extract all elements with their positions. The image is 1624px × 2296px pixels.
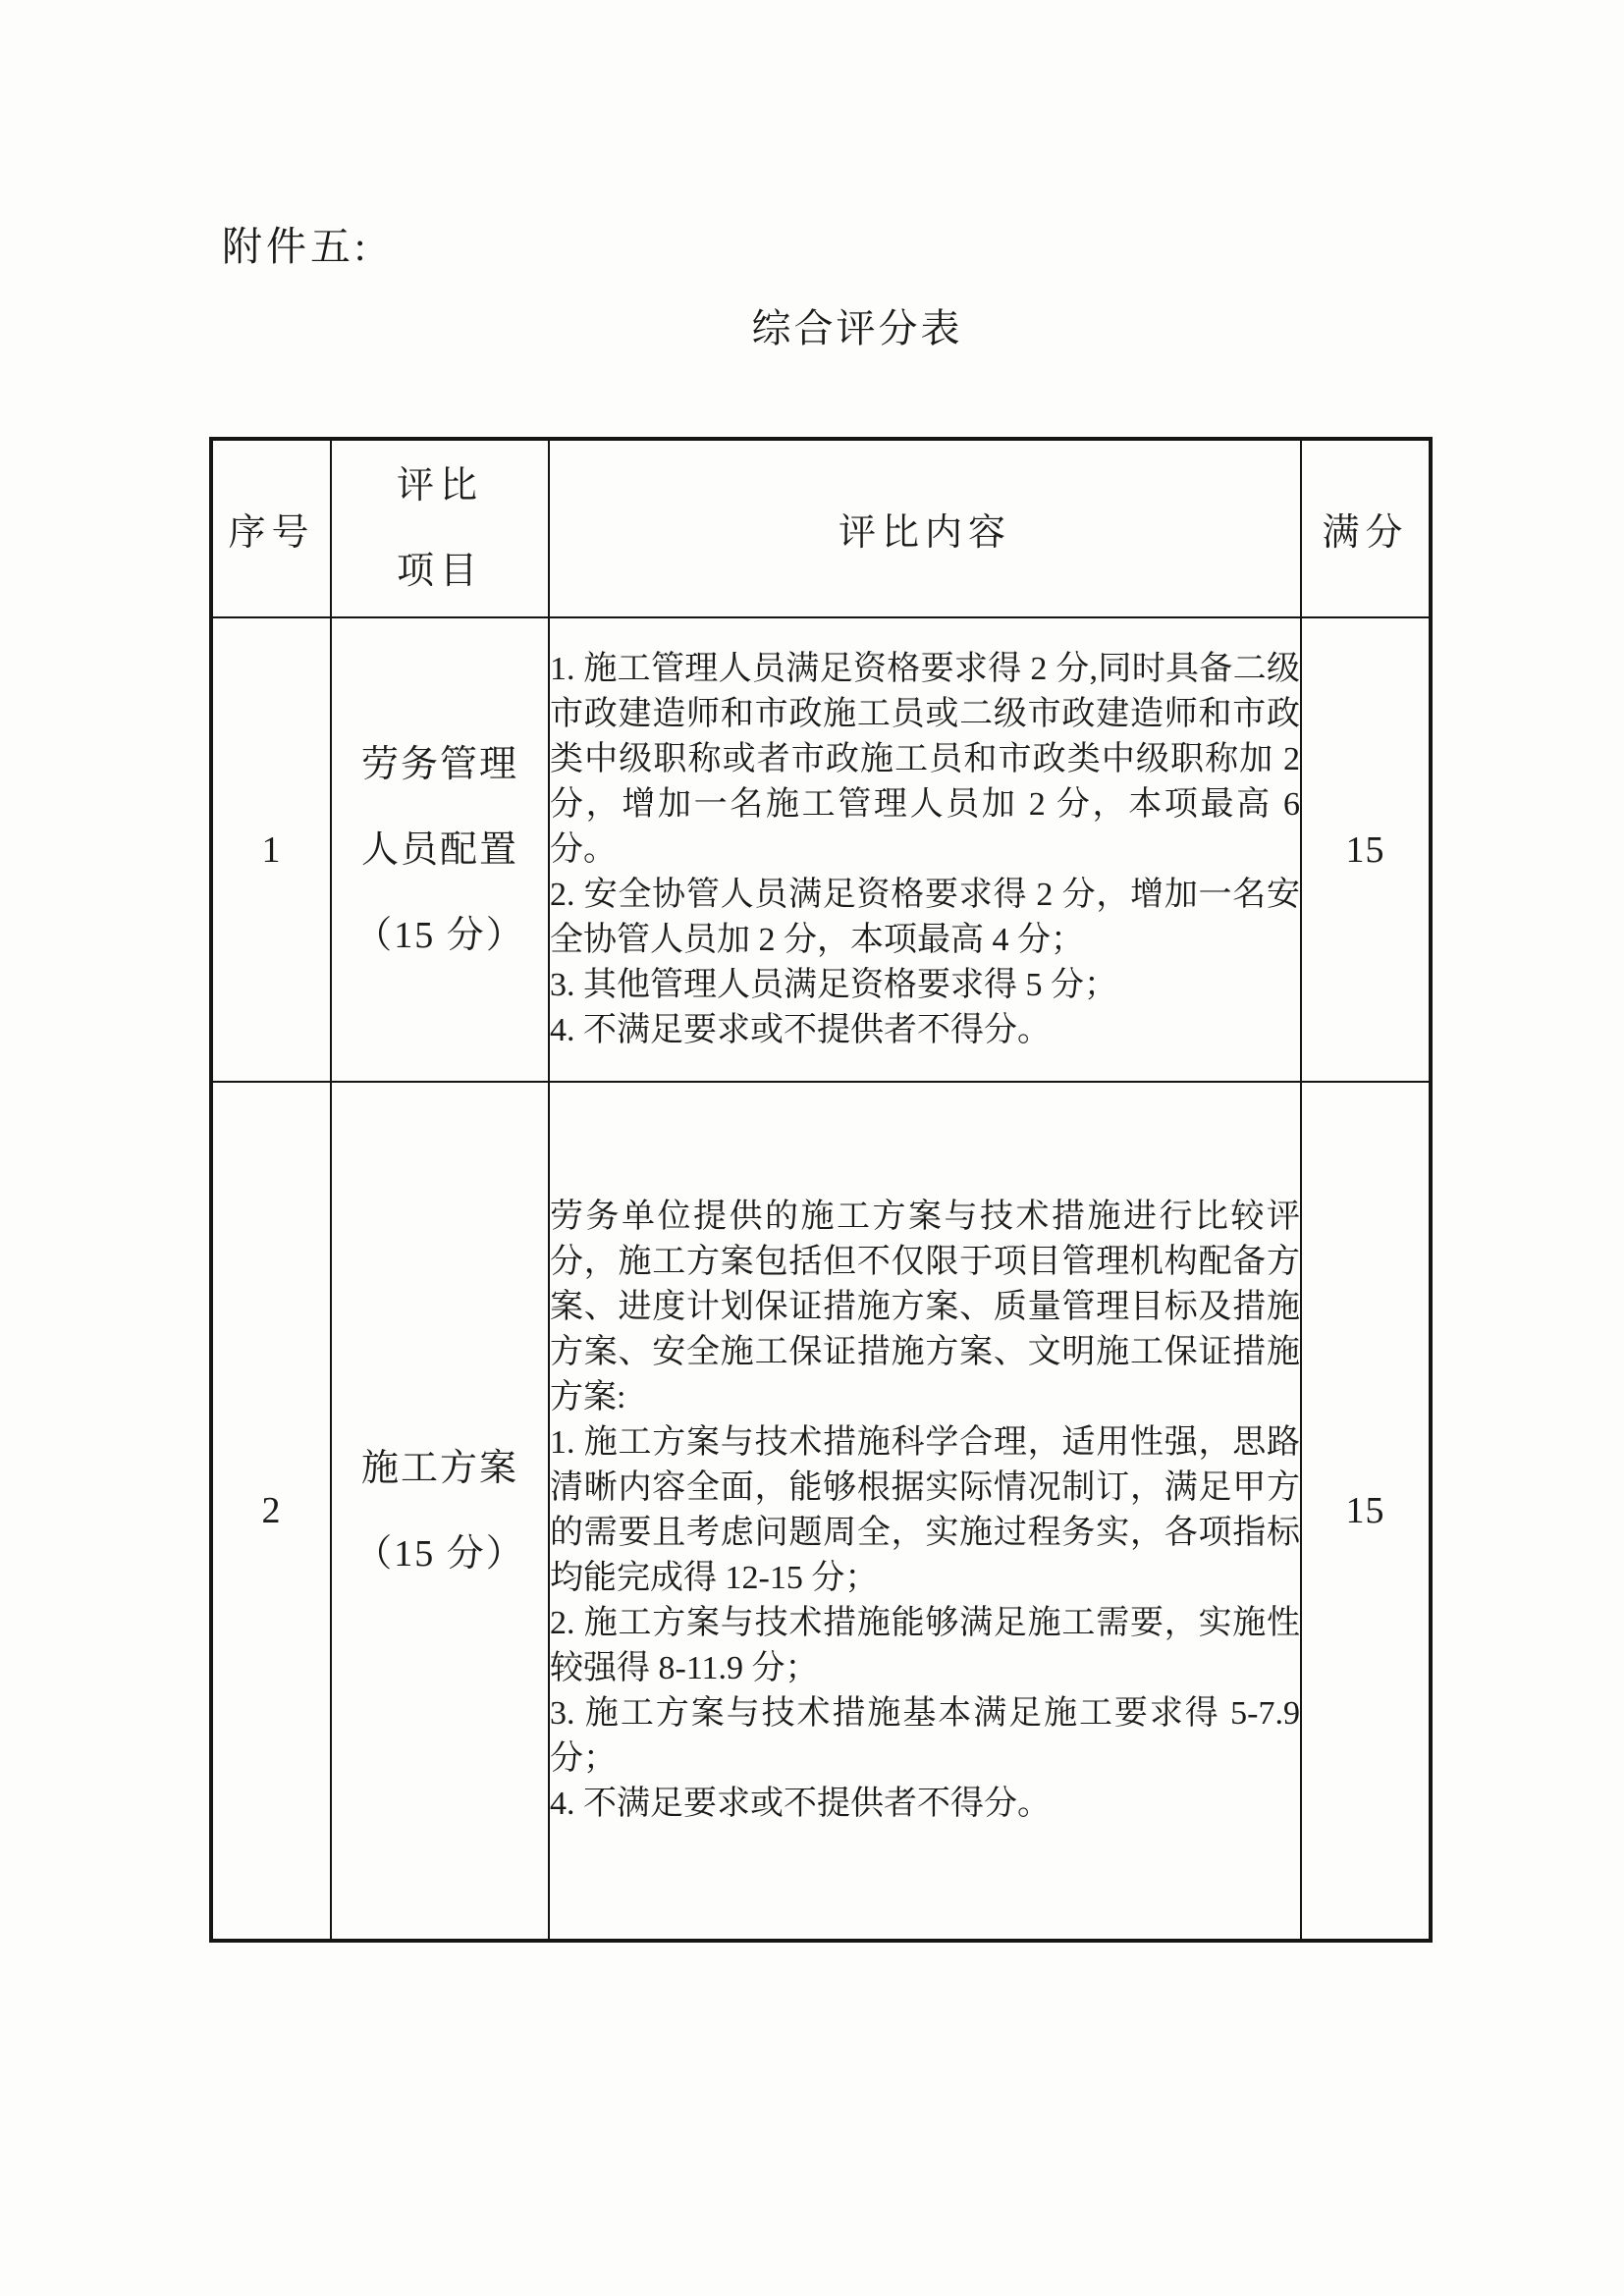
row2-content-paragraph: 4. 不满足要求或不提供者不得分。	[550, 1786, 1051, 1822]
row2-item-line: （15 分）	[354, 1532, 525, 1575]
page-title: 综合评分表	[751, 306, 963, 350]
header-item-stack	[332, 466, 548, 591]
row1-item-stack	[332, 745, 548, 955]
row1-content-paragraph: 3. 其他管理人员满足资格要求得 5 分；	[550, 966, 1117, 1003]
row2-content-paragraph: 劳务单位提供的施工方案与技术措施进行比较评分，施工方案包括但不仅限于项目管理机构配备方案、进度计划保证措施方案、质量管理目标及措施方案、安全施工保证措施方案、文明施工保证措施方案:	[550, 1199, 1300, 1415]
row1-index: 1	[211, 617, 331, 1082]
row2-index: 2	[211, 1082, 331, 1941]
header-item	[331, 439, 549, 617]
row2-content-paragraph: 1. 施工方案与技术措施科学合理，适用性强，思路清晰内容全面，能够根据实际情况制订，满足甲方的需要且考虑问题周全，实施过程务实，各项指标均能完成得 12-15 分；	[550, 1424, 1300, 1596]
row1-item	[331, 617, 549, 1082]
row1-content	[549, 617, 1301, 1082]
row2-item-line: 施工方案	[360, 1447, 518, 1489]
row1-item-line: （15 分）	[354, 914, 525, 956]
row2-score: 15	[1301, 1082, 1431, 1941]
row1-content-paragraph: 2. 安全协管人员满足资格要求得 2 分，增加一名安全协管人员加 2 分，本项最高 4 分；	[550, 876, 1300, 958]
header-index: 序号	[211, 439, 331, 617]
row1-content-paragraph: 4. 不满足要求或不提供者不得分。	[550, 1011, 1051, 1048]
table-row-2	[211, 1082, 1431, 1941]
row1-content-paragraph: 1. 施工管理人员满足资格要求得 2 分,同时具备二级市政建造师和市政施工员或二级市政建造师和市政类中级职称或者市政施工员和市政类中级职称加 2 分，增加一名施工管理人员加 2 分，本项最高 6 分。	[550, 650, 1300, 868]
row1-item-line: 人员配置	[360, 828, 518, 871]
row2-item-stack	[332, 1449, 548, 1574]
row2-content-paragraph: 2. 施工方案与技术措施能够满足施工需要，实施性较强得 8-11.9 分；	[550, 1605, 1300, 1686]
score-table	[209, 437, 1433, 1943]
header-item-line2: 项目	[396, 551, 483, 592]
table-header-row	[211, 439, 1431, 617]
row1-score: 15	[1301, 617, 1431, 1082]
header-content: 评比内容	[549, 439, 1301, 617]
attachment-label: 附件五:	[222, 224, 370, 269]
table-row-1	[211, 617, 1431, 1082]
row2-content	[549, 1082, 1301, 1941]
row1-item-line: 劳务管理	[360, 743, 518, 785]
row2-content-paragraph: 3. 施工方案与技术措施基本满足施工要求得 5-7.9 分；	[550, 1695, 1300, 1777]
header-score: 满分	[1301, 439, 1431, 617]
header-item-line1: 评比	[396, 465, 483, 507]
row2-item	[331, 1082, 549, 1941]
